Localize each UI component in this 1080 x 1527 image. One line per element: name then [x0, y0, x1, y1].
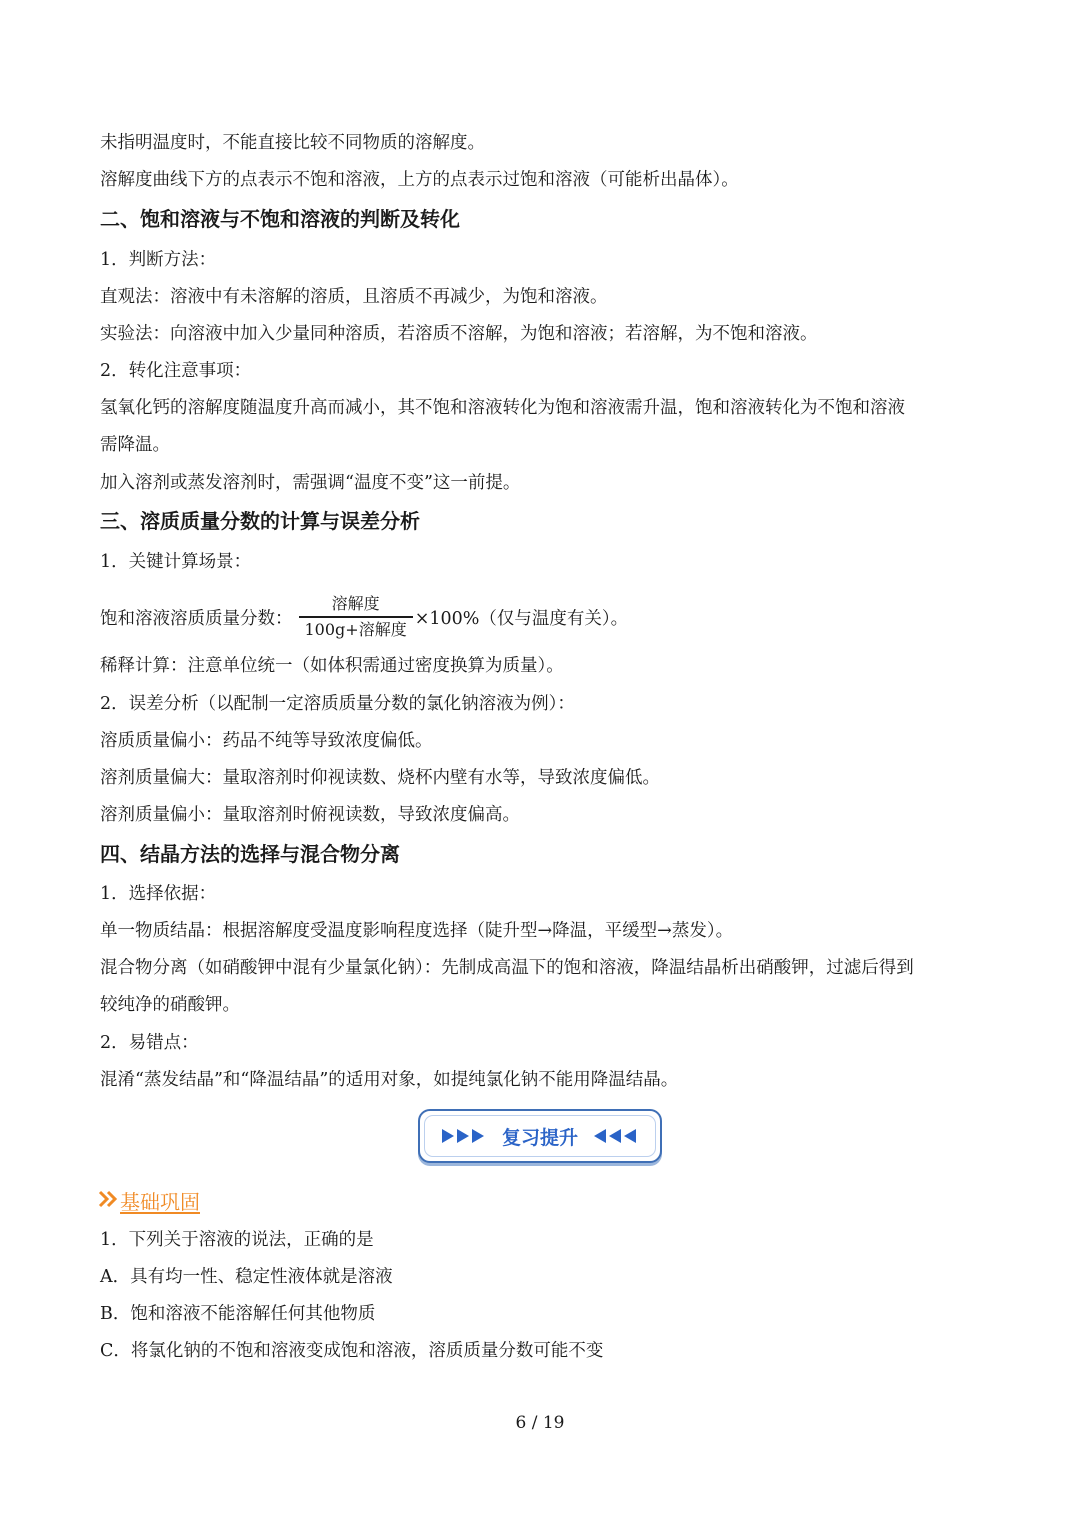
text-line: 较纯净的硝酸钾。 [100, 995, 240, 1015]
question-stem: 1．下列关于溶液的说法，正确的是 [100, 1230, 374, 1250]
text-line: 溶质质量偏小：药品不纯等导致浓度偏低。 [100, 731, 433, 751]
text-line: 稀释计算：注意单位统一（如体积需通过密度换算为质量）。 [100, 656, 564, 676]
triple-left-arrow-icon [592, 1126, 640, 1146]
fraction-numerator: 溶解度 [331, 594, 380, 614]
section-tag [98, 1186, 200, 1215]
text-line: 氢氧化钙的溶解度随温度升高而减小，其不饱和溶液转化为饱和溶液需升温，饱和溶液转化为不饱和溶液 [100, 398, 905, 418]
formula-line [100, 590, 628, 644]
section-heading: 四、结晶方法的选择与混合物分离 [100, 842, 400, 866]
text-line: 溶解度曲线下方的点表示不饱和溶液，上方的点表示过饱和溶液（可能析出晶体）。 [100, 170, 739, 190]
text-line: 需降温。 [100, 435, 170, 455]
text-line: 加入溶剂或蒸发溶剂时，需强调“温度不变”这一前提。 [100, 473, 521, 493]
question-option: A．具有均一性、稳定性液体就是溶液 [100, 1267, 393, 1287]
section-tag-label: 基础巩固 [120, 1190, 200, 1214]
question-option: C．将氯化钠的不饱和溶液变成饱和溶液，溶质质量分数可能不变 [100, 1341, 604, 1361]
text-line: 直观法：溶液中有未溶解的溶质，且溶质不再减少，为饱和溶液。 [100, 287, 608, 307]
text-line: 溶剂质量偏小：量取溶剂时俯视读数，导致浓度偏高。 [100, 805, 520, 825]
text-line: 2．误差分析（以配制一定溶质质量分数的氯化钠溶液为例）： [100, 694, 575, 714]
text-line: 单一物质结晶：根据溶解度受温度影响程度选择（陡升型→降温，平缓型→蒸发）。 [100, 921, 734, 941]
text-line: 1．选择依据： [100, 884, 217, 904]
text-line: 混合物分离（如硝酸钾中混有少量氯化钠）：先制成高温下的饱和溶液，降温结晶析出硝酸钾，过滤后得到 [100, 958, 914, 978]
formula-suffix: ×100%（仅与温度有关）。 [414, 608, 629, 629]
review-banner [418, 1109, 662, 1163]
text-line: 1．判断方法： [100, 250, 217, 270]
fraction [299, 594, 413, 640]
text-line: 1．关键计算场景： [100, 552, 252, 572]
triple-right-arrow-icon [440, 1126, 488, 1146]
banner-inner [424, 1115, 656, 1157]
text-line: 混淆“蒸发结晶”和“降温结晶”的适用对象，如提纯氯化钠不能用降温结晶。 [100, 1070, 679, 1090]
section-heading: 二、饱和溶液与不饱和溶液的判断及转化 [100, 207, 460, 231]
text-line: 溶剂质量偏大：量取溶剂时仰视读数、烧杯内壁有水等，导致浓度偏低。 [100, 768, 660, 788]
question-option: B．饱和溶液不能溶解任何其他物质 [100, 1304, 376, 1324]
text-line: 2．易错点： [100, 1033, 199, 1053]
text-line: 实验法：向溶液中加入少量同种溶质，若溶质不溶解，为饱和溶液；若溶解，为不饱和溶液。 [100, 324, 818, 344]
page-number: 6 / 19 [515, 1413, 565, 1433]
text-line: 未指明温度时，不能直接比较不同物质的溶解度。 [100, 133, 485, 153]
formula-prefix: 饱和溶液溶质质量分数： [100, 608, 293, 629]
text-line: 2．转化注意事项： [100, 361, 252, 381]
banner-title: 复习提升 [501, 1126, 578, 1149]
fraction-denominator: 100g+溶解度 [304, 619, 407, 639]
double-chevron-icon [98, 1189, 120, 1213]
section-heading: 三、溶质质量分数的计算与误差分析 [100, 509, 420, 533]
